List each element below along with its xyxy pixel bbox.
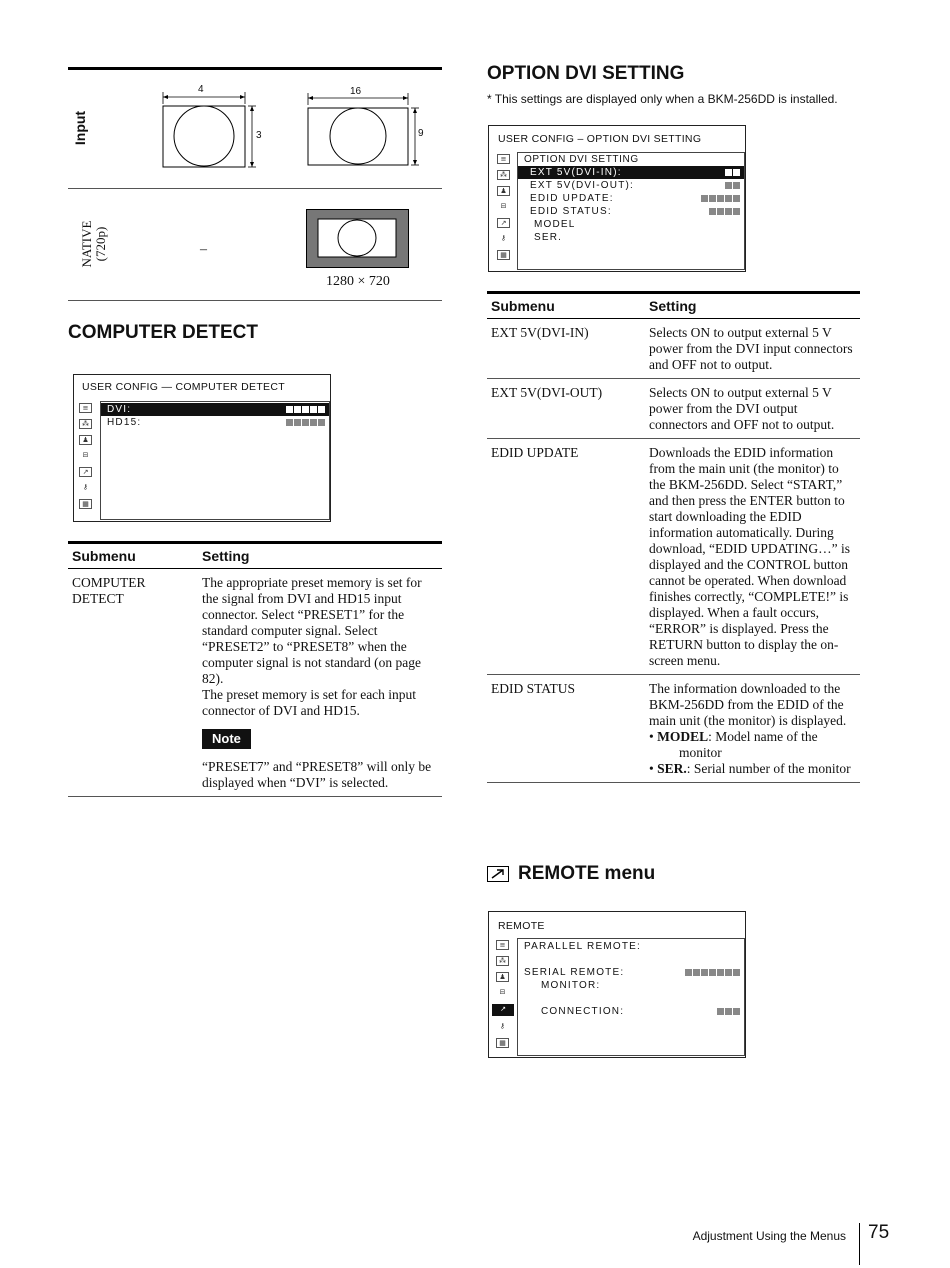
osd-row-hd15[interactable]: HD15: — [101, 416, 329, 429]
dim-height-3: 3 — [256, 130, 262, 141]
submenu-cell: EDID UPDATE — [487, 439, 645, 675]
remote-arrow-icon — [487, 866, 509, 882]
remote-arrow-icon: ↗ — [497, 218, 510, 228]
value-blocks — [286, 419, 325, 426]
osd-row-ext5v-in[interactable]: EXT 5V(DVI-IN): — [518, 166, 744, 179]
remote-arrow-icon: ↗ — [492, 1004, 514, 1016]
option-dvi-heading: OPTION DVI SETTING — [487, 63, 685, 84]
osd-content-panel — [517, 152, 745, 270]
osd-title: USER CONFIG – OPTION DVI SETTING — [498, 133, 702, 145]
native-row-label: NATIVE (720p) — [79, 220, 108, 268]
submenu-cell: EXT 5V(DVI-OUT) — [487, 379, 645, 439]
remote-osd — [488, 911, 746, 1058]
osd-content-panel — [517, 938, 745, 1056]
col-setting: Setting — [198, 543, 442, 569]
list-icon: ≡ — [496, 940, 509, 950]
setting-cell: The appropriate preset memory is set for the signal from DVI and HD15 input connector. Select “PRESET1” for the standard computer signal. Select “PRESET2” to “PRESET8” when the computer signal is not standard (on page 82). The preset memory is set for each input connector of DVI and HD15. Note “PRESET7” and “PRESET8” will only be displayed when “DVI” is selected. — [198, 569, 442, 797]
osd-row-edid-status[interactable]: EDID STATUS: — [518, 205, 744, 218]
aspect-top-rule — [68, 67, 442, 70]
osd-row-ser: SER. — [534, 232, 563, 243]
person-icon: ♟ — [497, 186, 510, 196]
setting-cell: The information downloaded to the BKM-256DD from the EDID of the main unit (the monitor) is displayed. • MODEL: Model name of the monitor • SER.: Serial number of the monitor — [645, 675, 860, 783]
table-row — [487, 319, 860, 379]
key-icon: ⚷ — [499, 1022, 506, 1030]
col-setting: Setting — [645, 293, 860, 319]
table-row — [487, 675, 860, 783]
list-icon: ≡ — [497, 154, 510, 164]
list-icon: ≡ — [79, 403, 92, 413]
osd-title: REMOTE — [498, 920, 545, 932]
bullet-model: • MODEL: Model name of the monitor — [649, 729, 818, 760]
briefcase-icon: ⊟ — [500, 202, 507, 210]
osd-row-ext5v-out[interactable]: EXT 5V(DVI-OUT): — [518, 179, 744, 192]
table-row — [487, 439, 860, 675]
value-blocks — [685, 969, 740, 976]
submenu-cell: EDID STATUS — [487, 675, 645, 783]
native-720p-diagram — [306, 209, 410, 269]
setting-cell: Downloads the EDID information from the main unit (the monitor) to the BKM-256DD. Select “START,” and then press the ENTER button to start downloading the EDID information automatically. During download, “EDID UPDATING…” is displayed and the CONTROL button cannot be operated. When download finishes correctly, “COMPLETE!” is displayed. When a fault occurs, “ERROR” is displayed. Press the RETURN button to display the on-screen menu. — [645, 439, 860, 675]
footer-section-title: Adjustment Using the Menus — [692, 1229, 846, 1243]
network-icon: ⁂ — [79, 419, 92, 429]
footer-divider — [859, 1223, 860, 1265]
native-resolution-label: 1280 × 720 — [326, 274, 390, 289]
input-row-label: Input — [72, 110, 88, 146]
remote-menu-heading: REMOTE menu — [518, 863, 656, 884]
aspect-4-3-diagram — [155, 82, 265, 174]
osd-row-serial-remote[interactable]: SERIAL REMOTE: — [518, 966, 744, 979]
computer-detect-table — [68, 541, 442, 797]
value-blocks — [709, 208, 740, 215]
submenu-cell: COMPUTER DETECT — [68, 569, 198, 797]
person-icon: ♟ — [79, 435, 92, 445]
value-blocks — [701, 195, 740, 202]
option-dvi-footnote: * This settings are displayed only when a BKM-256DD is installed. — [487, 92, 838, 106]
osd-row-connection[interactable]: CONNECTION: — [518, 1005, 744, 1018]
value-blocks — [725, 182, 740, 189]
osd-row-parallel-remote[interactable]: PARALLEL REMOTE: — [524, 941, 642, 952]
osd-content-panel — [100, 401, 330, 520]
key-icon: ⚷ — [500, 234, 507, 242]
col-submenu: Submenu — [487, 293, 645, 319]
note-badge: Note — [202, 729, 251, 749]
setting-cell: Selects ON to output external 5 V power from the DVI input connectors and OFF not to output. — [645, 319, 860, 379]
remote-arrow-icon: ↗ — [79, 467, 92, 477]
value-blocks — [286, 406, 325, 413]
checker-icon: ▦ — [497, 250, 510, 260]
key-icon: ⚷ — [82, 483, 89, 491]
page-number: 75 — [868, 1222, 890, 1243]
person-icon: ♟ — [496, 972, 509, 982]
table-row — [68, 569, 442, 797]
checker-icon: ▦ — [496, 1038, 509, 1048]
aspect-mid-rule — [68, 188, 442, 189]
osd-title: USER CONFIG — COMPUTER DETECT — [82, 381, 285, 393]
aspect-16-9-diagram — [300, 88, 430, 174]
osd-icon-column — [493, 934, 513, 1048]
osd-submenu-header: OPTION DVI SETTING — [524, 154, 639, 165]
value-blocks — [717, 1008, 740, 1015]
osd-icon-column — [76, 397, 96, 509]
dim-height-9: 9 — [418, 128, 424, 139]
note-text: “PRESET7” and “PRESET8” will only be displayed when “DVI” is selected. — [202, 759, 432, 790]
dim-width-16: 16 — [350, 86, 362, 97]
briefcase-icon: ⊟ — [499, 988, 506, 996]
osd-icon-column — [494, 148, 514, 260]
osd-row-dvi[interactable]: DVI: — [101, 403, 329, 416]
bullet-ser: • SER.: Serial number of the monitor — [649, 761, 851, 776]
option-dvi-table — [487, 291, 860, 783]
aspect-bottom-rule — [68, 300, 442, 301]
briefcase-icon: ⊟ — [82, 451, 89, 459]
network-icon: ⁂ — [497, 170, 510, 180]
network-icon: ⁂ — [496, 956, 509, 966]
osd-row-monitor[interactable]: MONITOR: — [541, 980, 601, 991]
osd-row-edid-update[interactable]: EDID UPDATE: — [518, 192, 744, 205]
value-blocks — [725, 169, 740, 176]
submenu-cell: EXT 5V(DVI-IN) — [487, 319, 645, 379]
table-row — [487, 379, 860, 439]
checker-icon: ▦ — [79, 499, 92, 509]
computer-detect-heading: COMPUTER DETECT — [68, 322, 258, 343]
native-4-3-dash: – — [200, 242, 207, 257]
option-dvi-osd — [488, 125, 746, 272]
computer-detect-osd — [73, 374, 331, 522]
col-submenu: Submenu — [68, 543, 198, 569]
dim-width-4: 4 — [198, 84, 204, 95]
osd-row-model: MODEL — [534, 219, 576, 230]
setting-cell: Selects ON to output external 5 V power from the DVI output connectors and OFF not to output. — [645, 379, 860, 439]
